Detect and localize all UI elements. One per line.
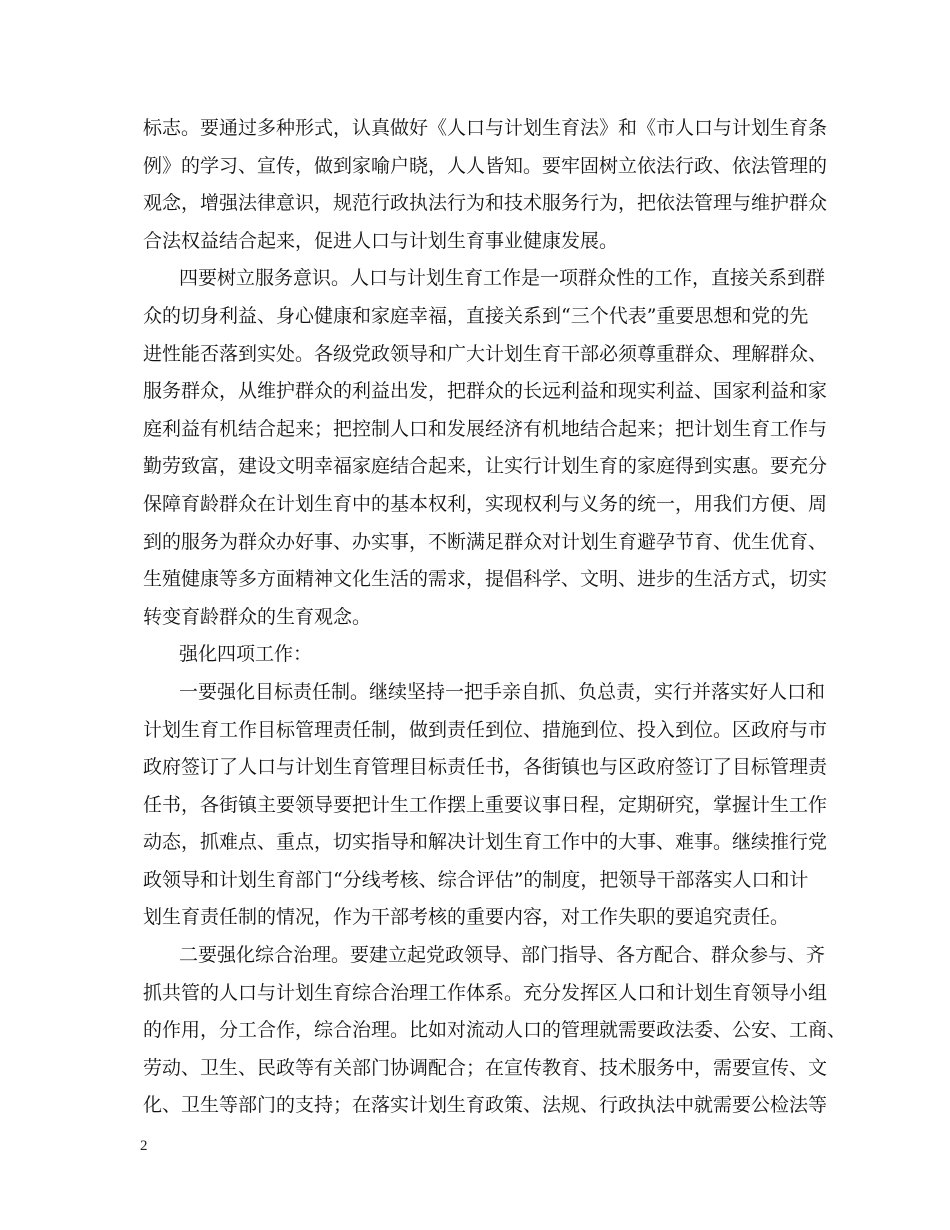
text-line: 劳动、卫生、民政等有关部门协调配合；在宣传教育、技术服务中，需要宣传、文 (143, 1056, 828, 1079)
document-body (143, 110, 847, 1125)
text-line: 计划生育工作目标管理责任制，做到责任到位、措施到位、投入到位。区政府与市 (143, 718, 828, 741)
text-line: 生殖健康等多方面精神文化生活的需求，提倡科学、文明、进步的生活方式，切实 (143, 568, 828, 591)
paragraph-start-line: 二要强化综合治理。要建立起党政领导、部门指导、各方配合、群众参与、齐 (179, 944, 826, 967)
text-line: 例》的学习、宣传，做到家喻户晓，人人皆知。要牢固树立依法行政、依法管理的 (143, 154, 828, 177)
paragraph-start-line: 四要树立服务意识。人口与计划生育工作是一项群众性的工作，直接关系到群 (179, 267, 826, 290)
text-line: 的作用，分工合作，综合治理。比如对流动人口的管理就需要政法委、公安、工商、 (143, 1019, 847, 1042)
paragraph-start-line: 一要强化目标责任制。继续坚持一把手亲自抓、负总责，实行并落实好人口和 (179, 680, 826, 703)
text-line: 勤劳致富，建设文明幸福家庭结合起来，让实行计划生育的家庭得到实惠。要充分 (143, 455, 828, 478)
page-number: 2 (140, 1138, 148, 1154)
text-line: 庭利益有机结合起来；把控制人口和发展经济有机地结合起来；把计划生育工作与 (143, 417, 828, 440)
text-line: 政府签订了人口与计划生育管理目标责任书，各街镇也与区政府签订了目标管理责 (143, 756, 828, 779)
text-line: 众的切身利益、身心健康和家庭幸福，直接关系到“三个代表”重要思想和党的先 (143, 304, 809, 327)
text-line: 进性能否落到实处。各级党政领导和广大计划生育干部必须尊重群众、理解群众、 (143, 342, 828, 365)
text-line: 动态，抓难点、重点，切实指导和解决计划生育工作中的大事、难事。继续推行党 (143, 831, 828, 854)
text-line: 转变育龄群众的生育观念。 (143, 605, 372, 628)
text-line: 到的服务为群众办好事、办实事，不断满足群众对计划生育避孕节育、优生优育、 (143, 530, 828, 553)
text-line: 抓共管的人口与计划生育综合治理工作体系。充分发挥区人口和计划生育领导小组 (143, 981, 828, 1004)
text-line: 保障育龄群众在计划生育中的基本权利，实现权利与义务的统一，用我们方便、周 (143, 492, 828, 515)
text-line: 任书，各街镇主要领导要把计生工作摆上重要议事日程，定期研究，掌握计生工作 (143, 793, 828, 816)
text-line: 服务群众，从维护群众的利益出发，把群众的长远利益和现实利益、国家利益和家 (143, 380, 828, 403)
text-line: 划生育责任制的情况，作为干部考核的重要内容，对工作失职的要追究责任。 (143, 906, 790, 929)
section-heading: 强化四项工作： (179, 643, 313, 666)
text-line: 政领导和计划生育部门“分线考核、综合评估”的制度，把领导干部落实人口和计 (143, 868, 809, 891)
text-line: 观念，增强法律意识，规范行政执法行为和技术服务行为，把依法管理与维护群众 (143, 192, 828, 215)
text-line: 标志。要通过多种形式，认真做好《人口与计划生育法》和《市人口与计划生育条 (143, 117, 828, 139)
text-line: 合法权益结合起来，促进人口与计划生育事业健康发展。 (143, 229, 619, 252)
text-line: 化、卫生等部门的支持；在落实计划生育政策、法规、行政执法中就需要公检法等 (143, 1094, 828, 1117)
